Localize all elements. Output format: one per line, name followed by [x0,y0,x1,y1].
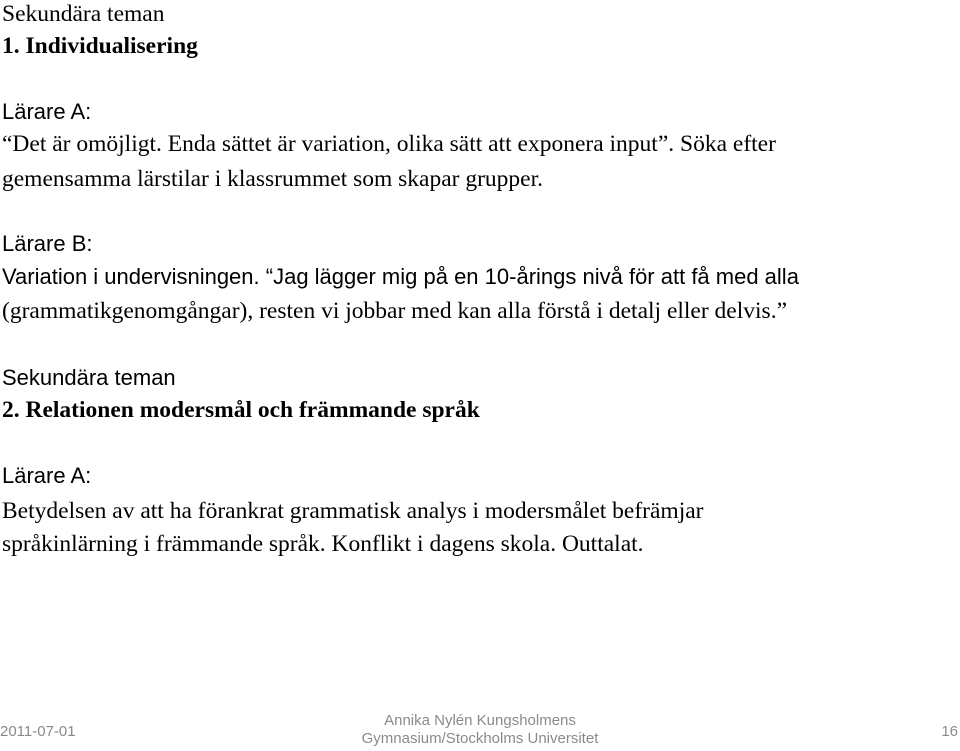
footer-author [320,712,640,748]
footer-author-line1: Annika Nylén Kungsholmens [384,712,576,729]
section2-teacher-a-label: Lärare A: [2,463,92,488]
section2-teacher-a-line2: språkinlärning i främmande språk. Konflikt i dagens skola. Outtalat. [2,531,644,557]
footer-page-number: 16 [941,723,958,740]
section1-teacher-a-line1: “Det är omöjligt. Enda sättet är variation, olika sätt att exponera input”. Söka efter [2,131,776,157]
section1-teacher-b-line1-text: Variation i undervisningen. “Jag lägger mig på en 10-årings nivå för att få med alla [2,264,799,289]
section2-teacher-a-line1: Betydelsen av att ha förankrat grammatisk analys i modersmålet befrämjar [2,498,704,524]
section2-heading: Sekundära teman [2,365,176,390]
section1-teacher-a-line2: gemensamma lärstilar i klassrummet som skapar grupper. [2,166,544,192]
section1-heading: Sekundära teman [2,1,165,27]
section1-title: 1. Individualisering [2,33,198,59]
footer-author-line2: Gymnasium/Stockholms Universitet [361,730,599,747]
section2-title: 2. Relationen modersmål och främmande språk [2,397,480,423]
section1-teacher-a-label: Lärare A: [2,99,92,124]
section1-teacher-b-label: Lärare B: [2,231,93,256]
footer-date: 2011-07-01 [0,723,76,740]
section1-teacher-b-line1 [2,263,799,291]
section1-teacher-b-line2: (grammatikgenomgångar), resten vi jobbar med kan alla förstå i detalj eller delvis.” [2,298,788,324]
